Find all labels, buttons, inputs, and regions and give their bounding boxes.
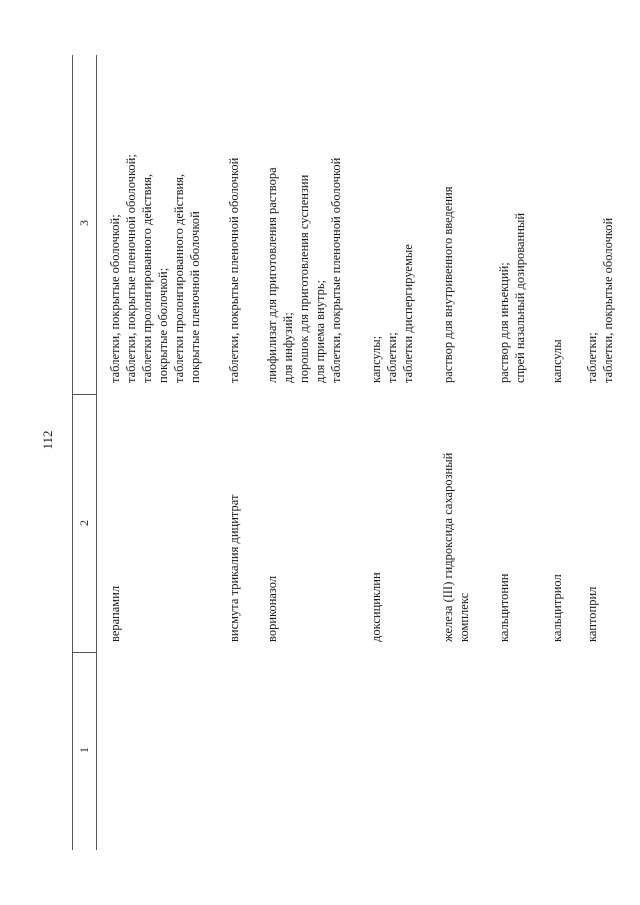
dosage-form-line: спрей назальный дозированный [513, 212, 527, 383]
table-row [584, 218, 616, 383]
table-row [496, 213, 528, 383]
table-row [107, 154, 203, 383]
dosage-form-line: таблетки, покрытые пленочной оболочкой [227, 157, 241, 383]
table-row [368, 572, 384, 642]
drug-name: кальцитонин [497, 573, 511, 642]
table-top-rule [72, 55, 73, 850]
table-row [264, 576, 280, 642]
drug-name-line: комплекс [457, 592, 471, 642]
page-number: 112 [40, 430, 55, 450]
dosage-form-line: таблетки, покрытые оболочкой [601, 217, 615, 383]
table-row [107, 586, 123, 642]
header-col-1: 1 [77, 747, 91, 753]
dosage-form-line: для инфузий; [281, 312, 295, 383]
drug-name: каптоприл [585, 586, 599, 642]
drug-name-line: железа (III) гидроксида сахарозный [441, 452, 455, 642]
table-row [440, 453, 472, 642]
drug-name: доксициклин [369, 572, 383, 642]
dosage-form-line: раствор для инъекций; [497, 262, 511, 383]
dosage-form-line: лиофилизат для приготовления раствора [265, 167, 279, 383]
table-row [226, 495, 242, 642]
drug-name: вориконазол [265, 575, 279, 642]
dosage-form-line: порошок для приготовления суспензии [297, 174, 311, 383]
column-divider-1 [72, 652, 96, 653]
dosage-form-line: раствор для внутривенного введения [441, 186, 455, 383]
drug-name: висмута трикалия дицитрат [227, 494, 241, 642]
table-row [549, 574, 565, 642]
dosage-form-line: покрытые оболочкой; [156, 267, 170, 383]
dosage-form-line: таблетки, покрытые пленочной оболочкой; [124, 154, 138, 383]
table-row [584, 587, 600, 642]
table-row [440, 187, 456, 383]
drug-name: верапамил [108, 585, 122, 642]
dosage-form-line: для приема внутрь; [313, 279, 327, 383]
table-row [496, 574, 512, 642]
dosage-form-line: таблетки, покрытые оболочкой; [108, 214, 122, 383]
table-row [226, 158, 242, 383]
dosage-form-line: таблетки диспергируемые [401, 244, 415, 383]
dosage-form-line: таблетки пролонгированного действия, [140, 173, 154, 383]
header-col-3: 3 [77, 220, 91, 226]
dosage-form-line: капсулы [550, 339, 564, 383]
dosage-form-line: покрытые пленочной оболочкой [188, 211, 202, 383]
dosage-form-line: таблетки пролонгированного действия, [172, 173, 186, 383]
dosage-form-line: таблетки, покрытые пленочной оболочкой [329, 157, 343, 383]
column-divider-2 [72, 394, 96, 395]
table-row [549, 339, 565, 383]
header-col-2: 2 [77, 520, 91, 526]
drug-name: кальцитриол [550, 574, 564, 642]
header-bottom-rule [96, 55, 97, 850]
dosage-form-line: таблетки; [385, 332, 399, 383]
dosage-form-line: таблетки; [585, 332, 599, 383]
table-row [368, 244, 416, 383]
table-row [264, 158, 344, 383]
dosage-form-line: капсулы; [369, 335, 383, 383]
